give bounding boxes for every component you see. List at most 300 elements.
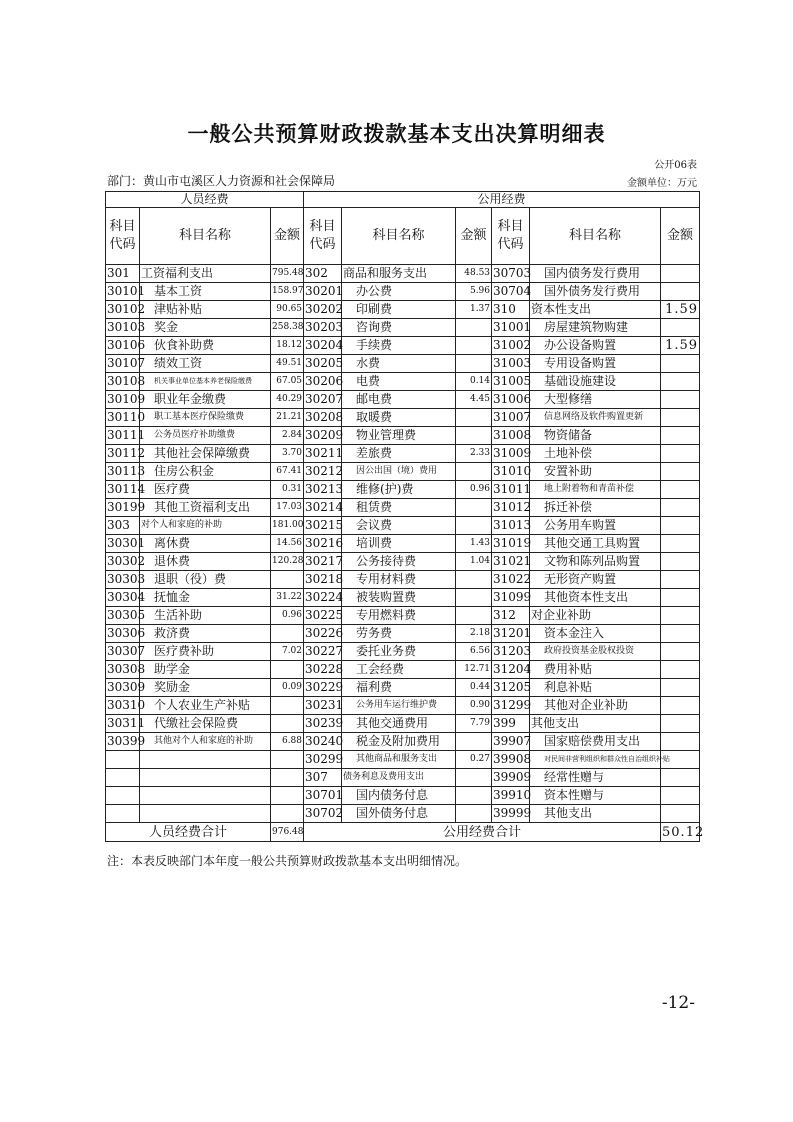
amount-value: 18.12	[271, 337, 304, 355]
subject-name: 因公出国（境）费用	[342, 463, 456, 481]
subject-code	[106, 805, 140, 823]
table-row	[106, 787, 700, 805]
subject-code: 30302	[106, 553, 140, 571]
amount-value	[661, 463, 700, 481]
subject-code: 30310	[106, 697, 140, 715]
subject-name: 退休费	[140, 553, 271, 571]
subject-name: 咨询费	[342, 319, 456, 337]
subject-code: 30399	[106, 733, 140, 751]
subject-code: 30224	[304, 589, 342, 607]
amount-value	[456, 427, 492, 445]
subject-code: 31011	[492, 481, 530, 499]
amount-value: 5.96	[456, 283, 492, 301]
amount-value: 17.03	[271, 499, 304, 517]
amount-value: 1.37	[456, 301, 492, 319]
subject-name: 资本金注入	[530, 625, 661, 643]
subject-name: 土地补偿	[530, 445, 661, 463]
amount-value: 120.28	[271, 553, 304, 571]
personnel-total-label: 人员经费合计	[106, 823, 271, 842]
subject-name: 职工基本医疗保险缴费	[140, 409, 271, 427]
subject-code: 30226	[304, 625, 342, 643]
subject-code: 31021	[492, 553, 530, 571]
amount-value: 2.84	[271, 427, 304, 445]
table-row	[106, 535, 700, 553]
subject-code: 30102	[106, 301, 140, 319]
amount-value	[661, 283, 700, 301]
amount-value	[661, 319, 700, 337]
table-row	[106, 553, 700, 571]
subject-code: 39908	[492, 751, 530, 769]
table-row	[106, 301, 700, 319]
subject-name: 邮电费	[342, 391, 456, 409]
subject-code: 30113	[106, 463, 140, 481]
subject-name: 伙食补助费	[140, 337, 271, 355]
subject-code: 31012	[492, 499, 530, 517]
subject-name: 奖金	[140, 319, 271, 337]
subject-code	[106, 787, 140, 805]
subject-code: 30114	[106, 481, 140, 499]
footnote: 注：本表反映部门本年度一般公共预算财政拨款基本支出明细情况。	[107, 854, 468, 868]
amount-value: 67.41	[271, 463, 304, 481]
subject-code: 30704	[492, 283, 530, 301]
amount-value: 0.96	[456, 481, 492, 499]
subject-name: 国外债务付息	[342, 805, 456, 823]
subject-name: 资本性支出	[530, 301, 661, 319]
subject-name: 租赁费	[342, 499, 456, 517]
amount-value	[456, 607, 492, 625]
subject-name: 政府投资基金股权投资	[530, 643, 661, 661]
subject-code: 31205	[492, 679, 530, 697]
table-row	[106, 481, 700, 499]
subject-name: 基本工资	[140, 283, 271, 301]
subject-name: 工会经费	[342, 661, 456, 679]
personnel-group-header: 人员经费	[106, 192, 304, 208]
subject-name: 其他支出	[530, 805, 661, 823]
amount-value: 48.53	[456, 265, 492, 283]
subject-code: 30213	[304, 481, 342, 499]
amount-value: 6.56	[456, 643, 492, 661]
subject-name: 住房公积金	[140, 463, 271, 481]
amount-value	[661, 661, 700, 679]
public-total-label: 公用经费合计	[304, 823, 661, 842]
table-row	[106, 445, 700, 463]
subject-code: 312	[492, 607, 530, 625]
subject-name: 电费	[342, 373, 456, 391]
subject-name: 国外债务发行费用	[530, 283, 661, 301]
amount-value	[271, 625, 304, 643]
personnel-total-value: 976.48	[271, 823, 304, 842]
subject-name: 其他工资福利支出	[140, 499, 271, 517]
subject-code: 30231	[304, 697, 342, 715]
subject-code: 31003	[492, 355, 530, 373]
subject-name: 地上附着物和青苗补偿	[530, 481, 661, 499]
subject-code: 310	[492, 301, 530, 319]
amount-value: 7.79	[456, 715, 492, 733]
subject-code: 30301	[106, 535, 140, 553]
subject-name: 债务利息及费用支出	[342, 769, 456, 787]
amount-value: 31.22	[271, 589, 304, 607]
amount-value	[456, 571, 492, 589]
subject-code: 31299	[492, 697, 530, 715]
subject-code: 31005	[492, 373, 530, 391]
public-total-value: 50.12	[662, 824, 705, 840]
subject-code: 30107	[106, 355, 140, 373]
subject-code: 30204	[304, 337, 342, 355]
totals-row	[106, 823, 700, 842]
subject-name: 专用材料费	[342, 571, 456, 589]
subject-name: 文物和陈列品购置	[530, 553, 661, 571]
subject-code: 30225	[304, 607, 342, 625]
subject-name: 其他交通费用	[342, 715, 456, 733]
subject-code: 31099	[492, 589, 530, 607]
subject-name: 费用补贴	[530, 661, 661, 679]
name-header: 科目名称	[140, 208, 271, 265]
amount-value	[456, 337, 492, 355]
subject-code	[106, 751, 140, 769]
amount-value: 0.44	[456, 679, 492, 697]
table-row	[106, 715, 700, 733]
amount-value: 6.88	[271, 733, 304, 751]
amount-value: 4.45	[456, 391, 492, 409]
subject-name: 信息网络及软件购置更新	[530, 409, 661, 427]
table-row	[106, 319, 700, 337]
subject-name: 工资福利支出	[140, 265, 271, 283]
amount-value: 0.14	[456, 373, 492, 391]
subject-name: 其他交通工具购置	[530, 535, 661, 553]
subject-code: 39907	[492, 733, 530, 751]
subject-code: 39999	[492, 805, 530, 823]
amount-value	[271, 769, 304, 787]
subject-name: 物资储备	[530, 427, 661, 445]
subject-code: 39910	[492, 787, 530, 805]
amount-value	[271, 751, 304, 769]
subject-name: 对民间非营利组织和群众性自治组织补贴	[530, 751, 661, 769]
amount-value: 0.96	[271, 607, 304, 625]
subject-name: 办公费	[342, 283, 456, 301]
table-row	[106, 265, 700, 283]
amount-value	[661, 697, 700, 715]
amount-value: 0.31	[271, 481, 304, 499]
amount-value	[456, 787, 492, 805]
subject-name	[140, 787, 271, 805]
amount-value	[661, 409, 700, 427]
expenditure-table	[105, 191, 705, 842]
subject-name: 办公设备购置	[530, 337, 661, 355]
table-row	[106, 643, 700, 661]
amount-value: 2.33	[456, 445, 492, 463]
amount-value	[271, 697, 304, 715]
subject-code: 30112	[106, 445, 140, 463]
subject-code: 30101	[106, 283, 140, 301]
amount-value	[661, 427, 700, 445]
amount-value: 21.21	[271, 409, 304, 427]
subject-name: 救济费	[140, 625, 271, 643]
amount-value: 90.65	[271, 301, 304, 319]
subject-code: 399	[492, 715, 530, 733]
amount-value: 7.02	[271, 643, 304, 661]
amount-value	[661, 517, 700, 535]
table-row	[106, 463, 700, 481]
subject-name: 税金及附加费用	[342, 733, 456, 751]
amount-value	[661, 571, 700, 589]
unit-label: 金额单位：万元	[627, 178, 697, 189]
subject-code: 30239	[304, 715, 342, 733]
subject-name: 其他对个人和家庭的补助	[140, 733, 271, 751]
table-row	[106, 607, 700, 625]
subject-name: 差旅费	[342, 445, 456, 463]
subject-code: 30206	[304, 373, 342, 391]
subject-name: 印刷费	[342, 301, 456, 319]
subject-code: 30202	[304, 301, 342, 319]
subject-name: 离休费	[140, 535, 271, 553]
subject-code: 31009	[492, 445, 530, 463]
subject-name: 国内债务付息	[342, 787, 456, 805]
amount-value: 1.04	[456, 553, 492, 571]
amount-value: 158.97	[271, 283, 304, 301]
subject-code: 301	[106, 265, 140, 283]
amount-value: 14.56	[271, 535, 304, 553]
subject-code: 30106	[106, 337, 140, 355]
subject-code: 30212	[304, 463, 342, 481]
page-title: 一般公共预算财政拨款基本支出决算明细表	[187, 122, 606, 146]
subject-code: 30209	[304, 427, 342, 445]
subject-code: 30214	[304, 499, 342, 517]
table-row	[106, 661, 700, 679]
amount-value	[271, 715, 304, 733]
amount-value	[661, 535, 700, 553]
subject-name: 物业管理费	[342, 427, 456, 445]
subject-code: 31010	[492, 463, 530, 481]
subject-name: 取暖费	[342, 409, 456, 427]
amount-value: 258.38	[271, 319, 304, 337]
amount-value	[456, 589, 492, 607]
subject-code: 30305	[106, 607, 140, 625]
amount-header: 金额	[661, 208, 700, 265]
amount-value	[271, 571, 304, 589]
amount-header: 金额	[271, 208, 304, 265]
subject-code: 30311	[106, 715, 140, 733]
amount-value	[456, 769, 492, 787]
public-group-header: 公用经费	[304, 192, 700, 208]
subject-name: 手续费	[342, 337, 456, 355]
amount-value	[661, 787, 700, 805]
subject-name: 会议费	[342, 517, 456, 535]
amount-value	[456, 517, 492, 535]
subject-code: 30108	[106, 373, 140, 391]
subject-code: 30703	[492, 265, 530, 283]
table-row	[106, 769, 700, 787]
subject-name: 职业年金缴费	[140, 391, 271, 409]
subject-name: 国内债务发行费用	[530, 265, 661, 283]
amount-value	[661, 805, 700, 823]
amount-value: 12.71	[456, 661, 492, 679]
subject-code: 30111	[106, 427, 140, 445]
subject-code: 30199	[106, 499, 140, 517]
subject-code: 31006	[492, 391, 530, 409]
table-row	[106, 409, 700, 427]
subject-code: 30309	[106, 679, 140, 697]
table-row	[106, 625, 700, 643]
subject-name: 奖励金	[140, 679, 271, 697]
subject-name: 商品和服务支出	[342, 265, 456, 283]
subject-code: 30304	[106, 589, 140, 607]
amount-value	[456, 409, 492, 427]
page-number: -12-	[661, 993, 695, 1013]
amount-value	[271, 805, 304, 823]
subject-code: 31008	[492, 427, 530, 445]
table-row	[106, 427, 700, 445]
subject-code: 30308	[106, 661, 140, 679]
column-header-row	[106, 208, 700, 265]
subject-code: 30216	[304, 535, 342, 553]
subject-name: 房屋建筑物购建	[530, 319, 661, 337]
code-header: 科目代码	[304, 208, 342, 265]
form-code: 公开06表	[654, 160, 697, 171]
subject-name: 拆迁补偿	[530, 499, 661, 517]
amount-value	[661, 769, 700, 787]
subject-code: 31013	[492, 517, 530, 535]
amount-value: 3.70	[271, 445, 304, 463]
subject-name: 代缴社会保险费	[140, 715, 271, 733]
amount-value	[661, 733, 700, 751]
amount-header: 金额	[456, 208, 492, 265]
table-row	[106, 679, 700, 697]
subject-name: 大型修缮	[530, 391, 661, 409]
subject-code: 302	[304, 265, 342, 283]
amount-value	[661, 373, 700, 391]
subject-code: 30208	[304, 409, 342, 427]
amount-value: 181.00	[271, 517, 304, 535]
code-header: 科目代码	[492, 208, 530, 265]
subject-code: 30227	[304, 643, 342, 661]
code-header: 科目代码	[106, 208, 140, 265]
subject-name: 被装购置费	[342, 589, 456, 607]
amount-value	[456, 319, 492, 337]
amount-value	[456, 805, 492, 823]
table-row	[106, 499, 700, 517]
amount-value	[661, 355, 700, 373]
amount-value	[661, 553, 700, 571]
amount-value	[661, 445, 700, 463]
subject-name: 其他资本性支出	[530, 589, 661, 607]
subject-code: 31007	[492, 409, 530, 427]
table-row	[106, 697, 700, 715]
subject-code: 30228	[304, 661, 342, 679]
amount-value	[456, 733, 492, 751]
subject-name: 医疗费	[140, 481, 271, 499]
group-header-row	[106, 192, 700, 208]
subject-code: 39909	[492, 769, 530, 787]
table-row	[106, 751, 700, 769]
amount-value: 49.51	[271, 355, 304, 373]
amount-value	[661, 499, 700, 517]
name-header: 科目名称	[530, 208, 661, 265]
amount-value	[661, 643, 700, 661]
subject-name: 经常性赠与	[530, 769, 661, 787]
subject-name: 津贴补贴	[140, 301, 271, 319]
amount-value	[661, 481, 700, 499]
subject-name: 基础设施建设	[530, 373, 661, 391]
amount-value: 1.43	[456, 535, 492, 553]
amount-value	[661, 715, 700, 733]
amount-value	[661, 391, 700, 409]
subject-name: 其他商品和服务支出	[342, 751, 456, 769]
subject-name: 抚恤金	[140, 589, 271, 607]
subject-name: 公务用车购置	[530, 517, 661, 535]
table-row	[106, 589, 700, 607]
subject-code: 30306	[106, 625, 140, 643]
subject-name: 专用燃料费	[342, 607, 456, 625]
subject-code: 30109	[106, 391, 140, 409]
subject-name: 个人农业生产补贴	[140, 697, 271, 715]
subject-name: 生活补助	[140, 607, 271, 625]
subject-code: 31001	[492, 319, 530, 337]
subject-name: 委托业务费	[342, 643, 456, 661]
amount-value: 2.18	[456, 625, 492, 643]
subject-code: 30201	[304, 283, 342, 301]
amount-value: 0.90	[456, 697, 492, 715]
table-row	[106, 283, 700, 301]
subject-name	[140, 769, 271, 787]
subject-code: 30203	[304, 319, 342, 337]
amount-value: 40.29	[271, 391, 304, 409]
department-label: 部门：黄山市屯溪区人力资源和社会保障局	[107, 174, 336, 188]
amount-value	[456, 463, 492, 481]
subject-name: 其他对企业补助	[530, 697, 661, 715]
subject-name: 公务员医疗补助缴费	[140, 427, 271, 445]
table-row	[106, 517, 700, 535]
table-row	[106, 373, 700, 391]
amount-value: 0.09	[271, 679, 304, 697]
amount-value	[661, 625, 700, 643]
subject-code: 31201	[492, 625, 530, 643]
subject-name: 对企业补助	[530, 607, 661, 625]
amount-value	[661, 265, 700, 283]
amount-value	[271, 661, 304, 679]
amount-value: 67.05	[271, 373, 304, 391]
subject-code: 30103	[106, 319, 140, 337]
subject-name: 利息补贴	[530, 679, 661, 697]
subject-name: 资本性赠与	[530, 787, 661, 805]
table-row	[106, 733, 700, 751]
subject-name: 国家赔偿费用支出	[530, 733, 661, 751]
subject-name: 劳务费	[342, 625, 456, 643]
table-row	[106, 337, 700, 355]
table-row	[106, 805, 700, 823]
subject-name: 退职（役）费	[140, 571, 271, 589]
subject-code: 30207	[304, 391, 342, 409]
subject-code: 30110	[106, 409, 140, 427]
subject-name	[140, 805, 271, 823]
amount-value: 1.59	[661, 337, 700, 355]
subject-name	[140, 751, 271, 769]
amount-value: 0.27	[456, 751, 492, 769]
subject-name: 其他支出	[530, 715, 661, 733]
subject-code: 303	[106, 517, 140, 535]
subject-code: 30307	[106, 643, 140, 661]
table-row	[106, 355, 700, 373]
subject-name: 水费	[342, 355, 456, 373]
subject-name: 助学金	[140, 661, 271, 679]
subject-name: 无形资产购置	[530, 571, 661, 589]
amount-value: 795.48	[271, 265, 304, 283]
amount-value	[661, 589, 700, 607]
amount-value: 1.59	[661, 301, 700, 319]
subject-code: 31022	[492, 571, 530, 589]
amount-value	[661, 679, 700, 697]
subject-name: 其他社会保障缴费	[140, 445, 271, 463]
subject-code: 30702	[304, 805, 342, 823]
